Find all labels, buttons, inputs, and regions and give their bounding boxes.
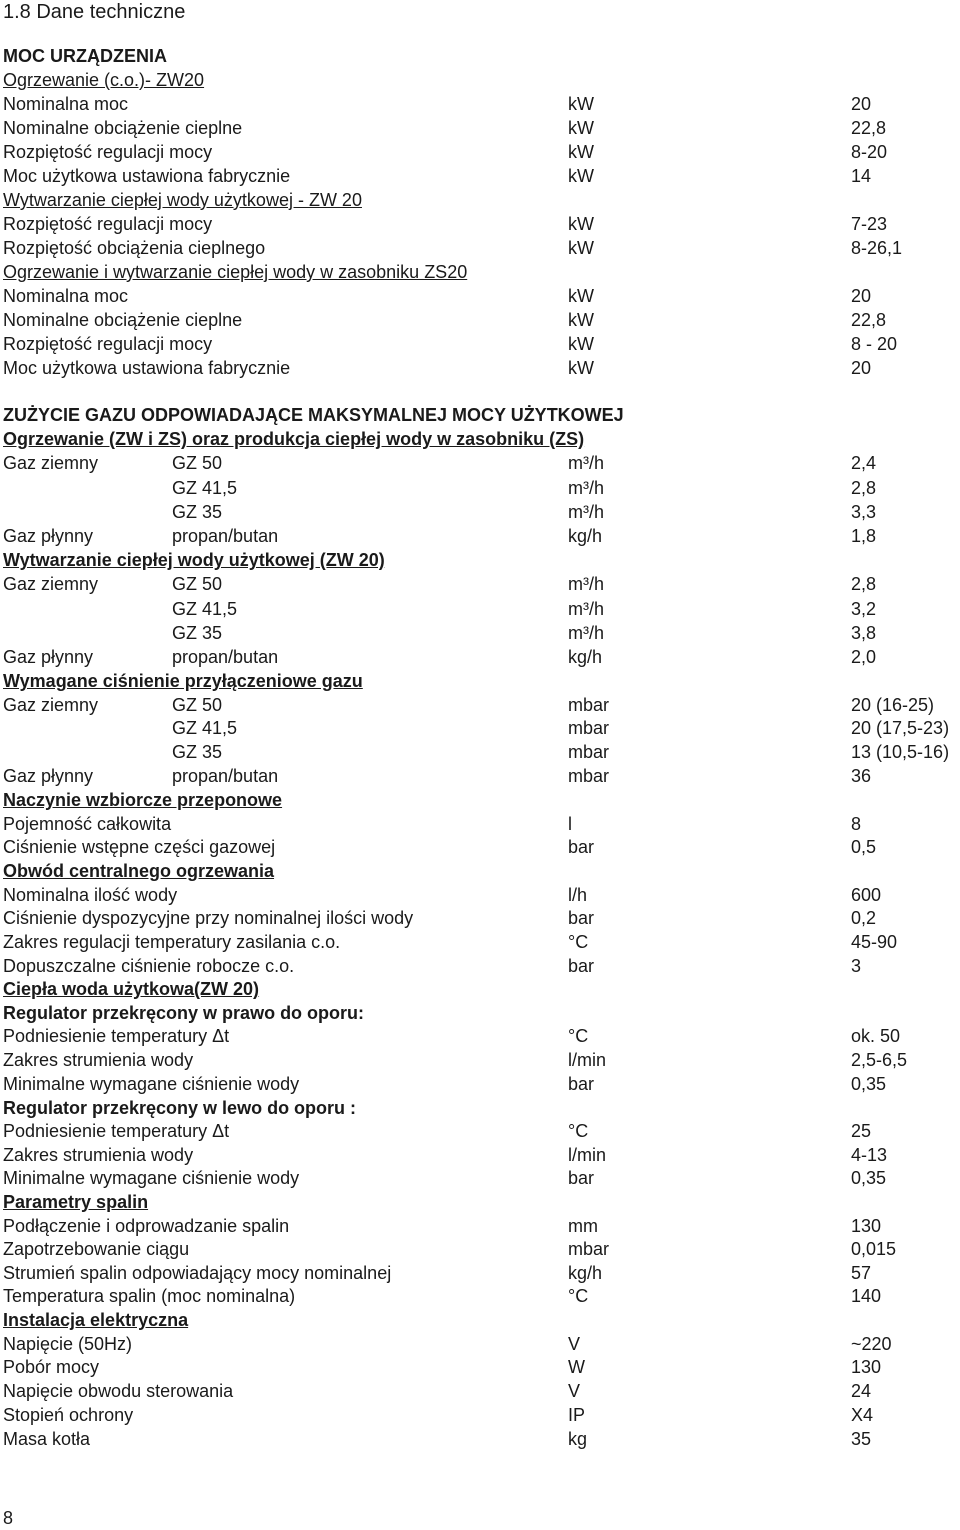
spec-row — [0, 1379, 960, 1403]
spec-unit: kW — [568, 238, 594, 258]
heading-label: Ogrzewanie (c.o.)- ZW20 — [3, 70, 205, 90]
spec-value: 3,8 — [851, 623, 877, 643]
spec-unit: bar — [568, 1168, 595, 1188]
spec-value: X4 — [851, 1405, 874, 1425]
spec-label: Gaz płynny — [3, 647, 94, 667]
subsection-heading — [0, 859, 960, 883]
spec-unit: m³/h — [568, 599, 604, 619]
spec-value: 8 - 20 — [851, 334, 898, 354]
heading-label: Regulator przekręcony w prawo do oporu: — [3, 1003, 365, 1023]
spec-row — [0, 1355, 960, 1379]
heading-label: Wymagane ciśnienie przyłączeniowe gazu — [3, 671, 363, 691]
spec-row — [0, 572, 960, 596]
spec-label: Zapotrzebowanie ciągu — [3, 1239, 190, 1259]
spec-value: 130 — [851, 1357, 882, 1377]
heading-label: MOC URZĄDZENIA — [3, 46, 167, 66]
spec-row — [0, 645, 960, 669]
spec-label: Gaz ziemny — [3, 574, 99, 594]
spec-row — [0, 308, 960, 332]
spec-row — [0, 524, 960, 548]
spec-unit: m³/h — [568, 478, 604, 498]
spec-label: Nominalna moc — [3, 94, 129, 114]
spec-row — [0, 212, 960, 236]
spec-row — [0, 716, 960, 740]
spec-unit: kW — [568, 358, 594, 378]
spec-value: 57 — [851, 1263, 872, 1283]
spec-label: Gaz płynny — [3, 526, 94, 546]
page-number: 8 — [3, 1508, 14, 1528]
spec-row — [0, 1261, 960, 1285]
spec-unit: mbar — [568, 1239, 610, 1259]
spec-unit: kW — [568, 118, 594, 138]
spec-row — [0, 930, 960, 954]
spec-value: 0,015 — [851, 1239, 897, 1259]
spec-value: 8 — [851, 814, 862, 834]
spec-unit: mbar — [568, 742, 610, 762]
spec-row — [0, 356, 960, 380]
spec-value: 20 — [851, 94, 872, 114]
spec-label: Gaz płynny — [3, 766, 94, 786]
spec-value: 2,5-6,5 — [851, 1050, 908, 1070]
gas-type: GZ 50 — [172, 574, 223, 594]
spec-row — [0, 693, 960, 717]
heading-label: Ogrzewanie (ZW i ZS) oraz produkcja ciepłej wody w zasobniku (ZS) — [3, 429, 585, 449]
spec-unit: m³/h — [568, 502, 604, 522]
subsection-heading — [0, 427, 960, 451]
spec-row — [0, 1119, 960, 1143]
spec-unit: IP — [568, 1405, 586, 1425]
spec-value: 20 — [851, 358, 872, 378]
spec-unit: kW — [568, 310, 594, 330]
heading-label: Obwód centralnego ogrzewania — [3, 861, 275, 881]
gas-type: propan/butan — [172, 647, 279, 667]
spec-label: Napięcie (50Hz) — [3, 1334, 133, 1354]
subsection-heading — [0, 68, 960, 92]
spec-label: Minimalne wymagane ciśnienie wody — [3, 1168, 300, 1188]
section-heading — [0, 403, 960, 427]
subsection-heading — [0, 1096, 960, 1120]
spec-value: 0,5 — [851, 837, 877, 857]
spec-row — [0, 1143, 960, 1167]
spec-label: Rozpiętość regulacji mocy — [3, 214, 213, 234]
spec-value: 1,8 — [851, 526, 877, 546]
heading-label: Regulator przekręcony w lewo do oporu : — [3, 1098, 357, 1118]
spec-value: 0,2 — [851, 908, 877, 928]
section-heading — [0, 44, 960, 68]
spec-value: 2,8 — [851, 478, 877, 498]
gas-type: propan/butan — [172, 526, 279, 546]
spec-value: 2,8 — [851, 574, 877, 594]
spec-value: 36 — [851, 766, 872, 786]
spec-row — [0, 1237, 960, 1261]
spec-label: Zakres strumienia wody — [3, 1145, 194, 1165]
spec-label: Podniesienie temperatury Δt — [3, 1026, 230, 1046]
spec-unit: kg/h — [568, 1263, 603, 1283]
spec-unit: bar — [568, 956, 595, 976]
spec-label: Pojemność całkowita — [3, 814, 172, 834]
spec-label: Temperatura spalin (moc nominalna) — [3, 1286, 296, 1306]
spec-row — [0, 597, 960, 621]
spec-row — [0, 883, 960, 907]
spec-value: 20 — [851, 286, 872, 306]
heading-label: Naczynie wzbiorcze przeponowe — [3, 790, 283, 810]
spec-row — [0, 1072, 960, 1096]
subsection-heading — [0, 1001, 960, 1025]
spec-unit: l — [568, 814, 572, 834]
gas-type: GZ 41,5 — [172, 478, 238, 498]
spec-label: Gaz ziemny — [3, 695, 99, 715]
spec-unit: W — [568, 1357, 585, 1377]
spec-row — [0, 140, 960, 164]
gas-type: GZ 41,5 — [172, 718, 238, 738]
section-title: 1.8 Dane techniczne — [3, 1, 186, 23]
spec-row — [0, 1048, 960, 1072]
heading-label: Wytwarzanie ciepłej wody użytkowej (ZW 20) — [3, 550, 385, 570]
spec-value: ok. 50 — [851, 1026, 901, 1046]
spec-label: Nominalna moc — [3, 286, 129, 306]
spec-label: Gaz ziemny — [3, 453, 99, 473]
spec-label: Ciśnienie wstępne części gazowej — [3, 837, 276, 857]
spec-unit: mm — [568, 1216, 598, 1236]
spec-value: 7-23 — [851, 214, 888, 234]
spec-unit: °C — [568, 1121, 589, 1141]
spec-value: 2,0 — [851, 647, 877, 667]
spec-row — [0, 621, 960, 645]
subsection-heading — [0, 548, 960, 572]
spec-row — [0, 236, 960, 260]
spec-unit: m³/h — [568, 623, 604, 643]
spec-unit: bar — [568, 837, 595, 857]
spec-value: 4-13 — [851, 1145, 888, 1165]
spec-value: 130 — [851, 1216, 882, 1236]
spec-unit: kW — [568, 142, 594, 162]
spec-row — [0, 164, 960, 188]
spec-unit: bar — [568, 908, 595, 928]
spec-row — [0, 500, 960, 524]
spec-label: Strumień spalin odpowiadający mocy nominalnej — [3, 1263, 392, 1283]
spec-value: 13 (10,5-16) — [851, 742, 950, 762]
spec-unit: V — [568, 1334, 581, 1354]
gas-type: GZ 35 — [172, 623, 223, 643]
spec-label: Nominalne obciążenie cieplne — [3, 310, 243, 330]
heading-label: Parametry spalin — [3, 1192, 149, 1212]
spec-label: Rozpiętość regulacji mocy — [3, 142, 213, 162]
spec-label: Podłączenie i odprowadzanie spalin — [3, 1216, 290, 1236]
spec-label: Stopień ochrony — [3, 1405, 134, 1425]
spec-value: 14 — [851, 166, 872, 186]
heading-label: Ciepła woda użytkowa(ZW 20) — [3, 979, 260, 999]
spec-value: 45-90 — [851, 932, 898, 952]
spec-value: ~220 — [851, 1334, 892, 1354]
spec-row — [0, 92, 960, 116]
spec-label: Ciśnienie dyspozycyjne przy nominalnej ilości wody — [3, 908, 414, 928]
spec-label: Rozpiętość regulacji mocy — [3, 334, 213, 354]
spec-value: 20 (16-25) — [851, 695, 935, 715]
spec-label: Moc użytkowa ustawiona fabrycznie — [3, 166, 291, 186]
spec-row — [0, 835, 960, 859]
spec-unit: kW — [568, 214, 594, 234]
spec-value: 3 — [851, 956, 862, 976]
spec-row — [0, 116, 960, 140]
spec-value: 0,35 — [851, 1074, 887, 1094]
spec-unit: mbar — [568, 695, 610, 715]
spec-value: 0,35 — [851, 1168, 887, 1188]
spec-label: Dopuszczalne ciśnienie robocze c.o. — [3, 956, 295, 976]
spec-label: Zakres strumienia wody — [3, 1050, 194, 1070]
spec-row — [0, 740, 960, 764]
spec-row — [0, 954, 960, 978]
heading-label: Wytwarzanie ciepłej wody użytkowej - ZW 20 — [3, 190, 362, 210]
subsection-heading — [0, 669, 960, 693]
spec-label: Napięcie obwodu sterowania — [3, 1381, 234, 1401]
spec-value: 22,8 — [851, 118, 887, 138]
subsection-heading — [0, 188, 960, 212]
spec-label: Rozpiętość obciążenia cieplnego — [3, 238, 266, 258]
spec-unit: mbar — [568, 718, 610, 738]
spec-label: Pobór mocy — [3, 1357, 100, 1377]
spec-value: 20 (17,5-23) — [851, 718, 950, 738]
spec-row — [0, 1332, 960, 1356]
spec-unit: kW — [568, 94, 594, 114]
spec-row — [0, 1403, 960, 1427]
heading-label: Instalacja elektryczna — [3, 1310, 189, 1330]
spec-unit: m³/h — [568, 453, 604, 473]
spec-unit: kW — [568, 166, 594, 186]
spec-unit: kg/h — [568, 647, 603, 667]
heading-label: ZUŻYCIE GAZU ODPOWIADAJĄCE MAKSYMALNEJ MOCY UŻYTKOWEJ — [3, 405, 624, 425]
spec-label: Podniesienie temperatury Δt — [3, 1121, 230, 1141]
spec-unit: kW — [568, 286, 594, 306]
spec-value: 140 — [851, 1286, 882, 1306]
spec-row — [0, 451, 960, 475]
spec-label: Minimalne wymagane ciśnienie wody — [3, 1074, 300, 1094]
spec-unit: °C — [568, 1286, 589, 1306]
spec-unit: bar — [568, 1074, 595, 1094]
spec-row — [0, 764, 960, 788]
spec-row — [0, 476, 960, 500]
spec-value: 24 — [851, 1381, 872, 1401]
spec-unit: kg — [568, 1429, 588, 1449]
spec-unit: kW — [568, 334, 594, 354]
spec-row — [0, 1024, 960, 1048]
subsection-heading — [0, 977, 960, 1001]
spec-value: 22,8 — [851, 310, 887, 330]
subsection-heading — [0, 1308, 960, 1332]
spec-unit: mbar — [568, 766, 610, 786]
spec-value: 2,4 — [851, 453, 877, 473]
subsection-heading — [0, 1190, 960, 1214]
spec-row — [0, 1166, 960, 1190]
spec-unit: °C — [568, 1026, 589, 1046]
spec-unit: l/min — [568, 1145, 607, 1165]
spec-row — [0, 1284, 960, 1308]
gas-type: GZ 41,5 — [172, 599, 238, 619]
subsection-heading — [0, 260, 960, 284]
spec-row — [0, 906, 960, 930]
spec-value: 3,3 — [851, 502, 877, 522]
spec-label: Nominalne obciążenie cieplne — [3, 118, 243, 138]
spec-unit: m³/h — [568, 574, 604, 594]
spec-value: 600 — [851, 885, 882, 905]
gas-type: GZ 35 — [172, 742, 223, 762]
spec-value: 25 — [851, 1121, 872, 1141]
subsection-heading — [0, 788, 960, 812]
spec-value: 3,2 — [851, 599, 877, 619]
spec-value: 8-26,1 — [851, 238, 903, 258]
heading-label: Ogrzewanie i wytwarzanie ciepłej wody w zasobniku ZS20 — [3, 262, 468, 282]
spec-unit: kg/h — [568, 526, 603, 546]
gas-type: GZ 35 — [172, 502, 223, 522]
spec-row — [0, 332, 960, 356]
gas-type: GZ 50 — [172, 695, 223, 715]
spec-label: Zakres regulacji temperatury zasilania c.o. — [3, 932, 341, 952]
spec-row — [0, 812, 960, 836]
spec-label: Nominalna ilość wody — [3, 885, 178, 905]
spec-unit: l/min — [568, 1050, 607, 1070]
spec-unit: V — [568, 1381, 581, 1401]
gas-type: GZ 50 — [172, 453, 223, 473]
spec-unit: °C — [568, 932, 589, 952]
spec-row — [0, 284, 960, 308]
spec-unit: l/h — [568, 885, 588, 905]
spec-value: 8-20 — [851, 142, 888, 162]
spec-row — [0, 1427, 960, 1451]
gas-type: propan/butan — [172, 766, 279, 786]
spec-row — [0, 1214, 960, 1238]
spec-label: Moc użytkowa ustawiona fabrycznie — [3, 358, 291, 378]
spec-label: Masa kotła — [3, 1429, 91, 1449]
spec-value: 35 — [851, 1429, 872, 1449]
